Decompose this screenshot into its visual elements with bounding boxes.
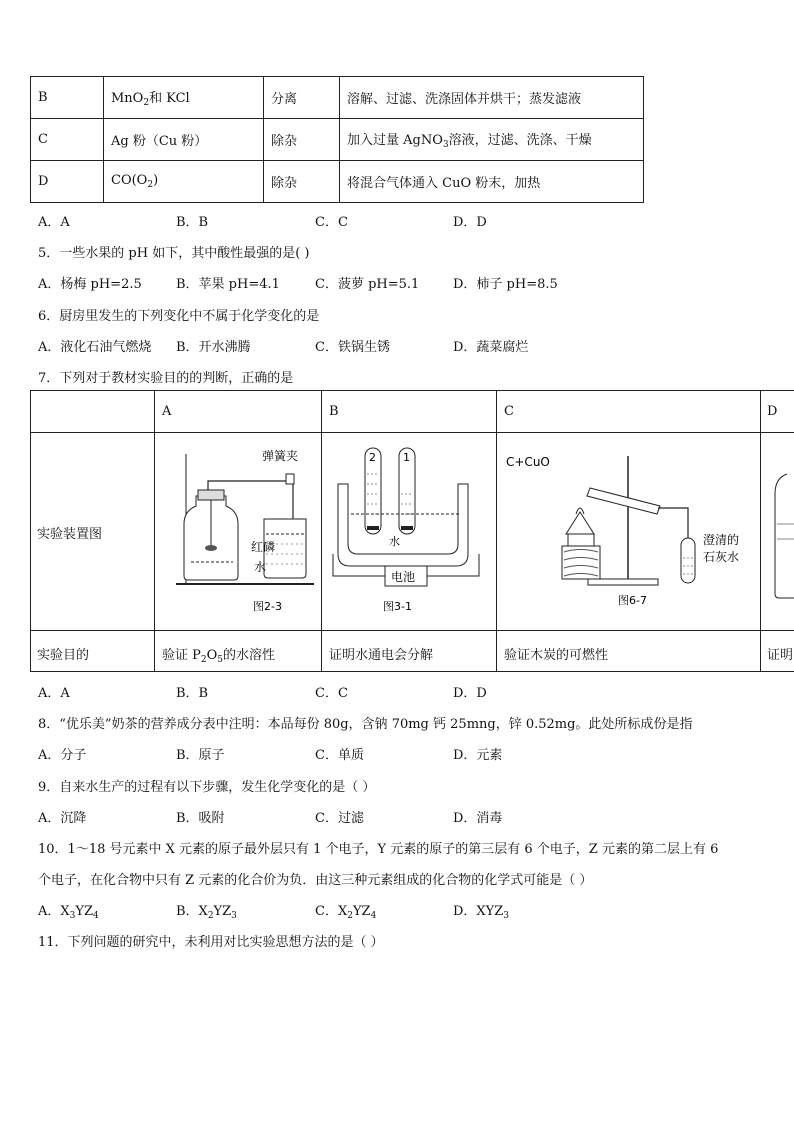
table-row — [31, 77, 644, 119]
q5-option-c[interactable]: C．菠萝 pH=5.1 — [315, 277, 420, 292]
q5-stem: 5．一些水果的 pH 如下，其中酸性最强的是( ) — [38, 246, 310, 261]
row-substance: $CO(O_2)$ — [104, 161, 264, 203]
table-row — [31, 119, 644, 161]
q4-option-a[interactable]: A．A — [38, 215, 70, 230]
table-row — [31, 161, 644, 203]
label-tube-1: 1 — [403, 451, 410, 464]
figure-caption: 图3-1 — [383, 600, 412, 613]
purpose-b: 证明水通电会分解 — [329, 648, 434, 663]
row-method: 将混合气体通入 CuO 粉末，加热 — [340, 161, 644, 203]
q10-option-b[interactable]: B．$X_2YZ_3$ — [176, 904, 237, 921]
q6-stem: 6．厨房里发生的下列变化中不属于化学变化的是 — [38, 309, 320, 324]
figure-electrolysis-apparatus — [323, 434, 495, 628]
label-red-phosphorus: 红磷 — [251, 540, 276, 554]
q10-option-a[interactable]: A．$X_3YZ_4$ — [38, 904, 99, 921]
q8-option-a[interactable]: A．分子 — [38, 748, 87, 763]
row-substance: Ag 粉（Cu 粉） — [104, 119, 264, 161]
q11-stem: 11．下列问题的研究中，未利用对比实验思想方法的是（ ） — [38, 935, 384, 950]
row-letter: B — [31, 77, 104, 119]
table-line — [321, 390, 322, 672]
header-b: B — [329, 404, 339, 419]
label-spring-clamp: 弹簧夹 — [262, 449, 299, 463]
q8-option-c[interactable]: C．单质 — [315, 748, 364, 763]
q10-option-d[interactable]: D．$XYZ_3$ — [453, 904, 510, 921]
figure-bottle-apparatus — [761, 434, 794, 628]
table-line — [30, 390, 794, 391]
row-letter: C — [31, 119, 104, 161]
q7-stem: 7．下列对于教材实验目的的判断，正确的是 — [38, 371, 294, 386]
label-tube-2: 2 — [369, 451, 376, 464]
limewater-tube-icon — [681, 538, 695, 583]
label-water: 水 — [254, 560, 267, 574]
label-water: 水 — [389, 535, 400, 548]
row-purpose: 分离 — [264, 77, 340, 119]
stand-base — [588, 579, 658, 585]
q7-option-a[interactable]: A．A — [38, 686, 70, 701]
lamp-shield — [566, 512, 594, 534]
q6-option-c[interactable]: C．铁锅生锈 — [315, 340, 390, 355]
q10-stem-line1: 10．1～18 号元素中 X 元素的原子最外层只有 1 个电子，Y 元素的原子的第三层有 6 个电子，Z 元素的第二层上有 6 — [38, 842, 719, 857]
table-line — [30, 630, 794, 631]
row-purpose: 除杂 — [264, 119, 340, 161]
table-line — [30, 390, 31, 672]
label-c-cuo: C+CuO — [506, 455, 550, 469]
test-tube-icon — [587, 488, 660, 514]
q6-option-a[interactable]: A．液化石油气燃烧 — [38, 340, 152, 355]
q6-option-d[interactable]: D．蔬菜腐烂 — [453, 340, 529, 355]
row-label-purpose: 实验目的 — [37, 648, 90, 663]
q9-option-a[interactable]: A．沉降 — [38, 811, 87, 826]
row-purpose: 除杂 — [264, 161, 340, 203]
row-letter: D — [31, 161, 104, 203]
stopper-icon — [198, 490, 224, 500]
purpose-c: 验证木炭的可燃性 — [504, 648, 609, 663]
clamp-icon — [286, 474, 294, 484]
q9-stem: 9．自来水生产的过程有以下步骤，发生化学变化的是（ ） — [38, 780, 376, 795]
bottle-icon — [775, 474, 794, 598]
table-line — [496, 390, 497, 672]
q5-option-b[interactable]: B．苹果 pH=4.1 — [176, 277, 280, 292]
purpose-d: 证明 — [767, 648, 793, 663]
q10-stem-line2: 个电子，在化合物中只有 Z 元素的化合价为负．由这三种元素组成的化合物的化学式可能是（ ） — [38, 873, 593, 888]
purpose-a: 验证 $P_2O_5$的水溶性 — [162, 648, 276, 665]
q9-option-c[interactable]: C．过滤 — [315, 811, 364, 826]
q9-option-d[interactable]: D．消毒 — [453, 811, 503, 826]
q5-option-d[interactable]: D．柿子 pH=8.5 — [453, 277, 558, 292]
table-line — [30, 432, 794, 433]
row-label-apparatus: 实验装置图 — [37, 527, 103, 542]
q7-option-b[interactable]: B．B — [176, 686, 209, 701]
figure-caption: 图6-7 — [618, 594, 647, 607]
row-method: 溶解、过滤、洗涤固体并烘干；蒸发滤液 — [340, 77, 644, 119]
q4-option-d[interactable]: D．D — [453, 215, 487, 230]
q6-option-b[interactable]: B．开水沸腾 — [176, 340, 251, 355]
electrode-left — [367, 526, 379, 530]
header-a: A — [162, 404, 172, 419]
q4-option-b[interactable]: B．B — [176, 215, 209, 230]
row-method: 加入过量 AgNO$_3$溶液，过滤、洗涤、干燥 — [340, 119, 644, 161]
label-battery: 电池 — [391, 570, 416, 584]
q7-option-d[interactable]: D．D — [453, 686, 487, 701]
q4-option-c[interactable]: C．C — [315, 215, 348, 230]
table-line — [154, 390, 155, 672]
lamp-head — [568, 534, 594, 546]
q9-option-b[interactable]: B．吸附 — [176, 811, 225, 826]
q8-option-d[interactable]: D．元素 — [453, 748, 503, 763]
q5-option-a[interactable]: A．杨梅 pH=2.5 — [38, 277, 142, 292]
q10-option-c[interactable]: C．$X_2YZ_4$ — [315, 904, 377, 921]
spoon-icon — [205, 545, 217, 551]
q7-option-c[interactable]: C．C — [315, 686, 348, 701]
electrode-right — [401, 526, 413, 530]
separation-table — [30, 76, 644, 203]
table-line — [30, 671, 794, 672]
label-limewater-2: 石灰水 — [703, 550, 740, 564]
row-substance: MnO$_2$和 KCl — [104, 77, 264, 119]
q8-option-b[interactable]: B．原子 — [176, 748, 225, 763]
q8-stem: 8．“优乐美”奶茶的营养成分表中注明：本品每份 80g，含钠 70mg 钙 25mng，锌 0.52mg。此处所标成份是指 — [38, 717, 693, 732]
label-limewater-1: 澄清的 — [703, 533, 740, 547]
experiment-table — [30, 390, 794, 672]
header-d: D — [767, 404, 778, 419]
figure-phosphorus-apparatus — [156, 434, 320, 628]
header-c: C — [504, 404, 514, 419]
figure-carbon-reduction-apparatus — [498, 434, 758, 628]
figure-caption: 图2-3 — [253, 600, 282, 613]
